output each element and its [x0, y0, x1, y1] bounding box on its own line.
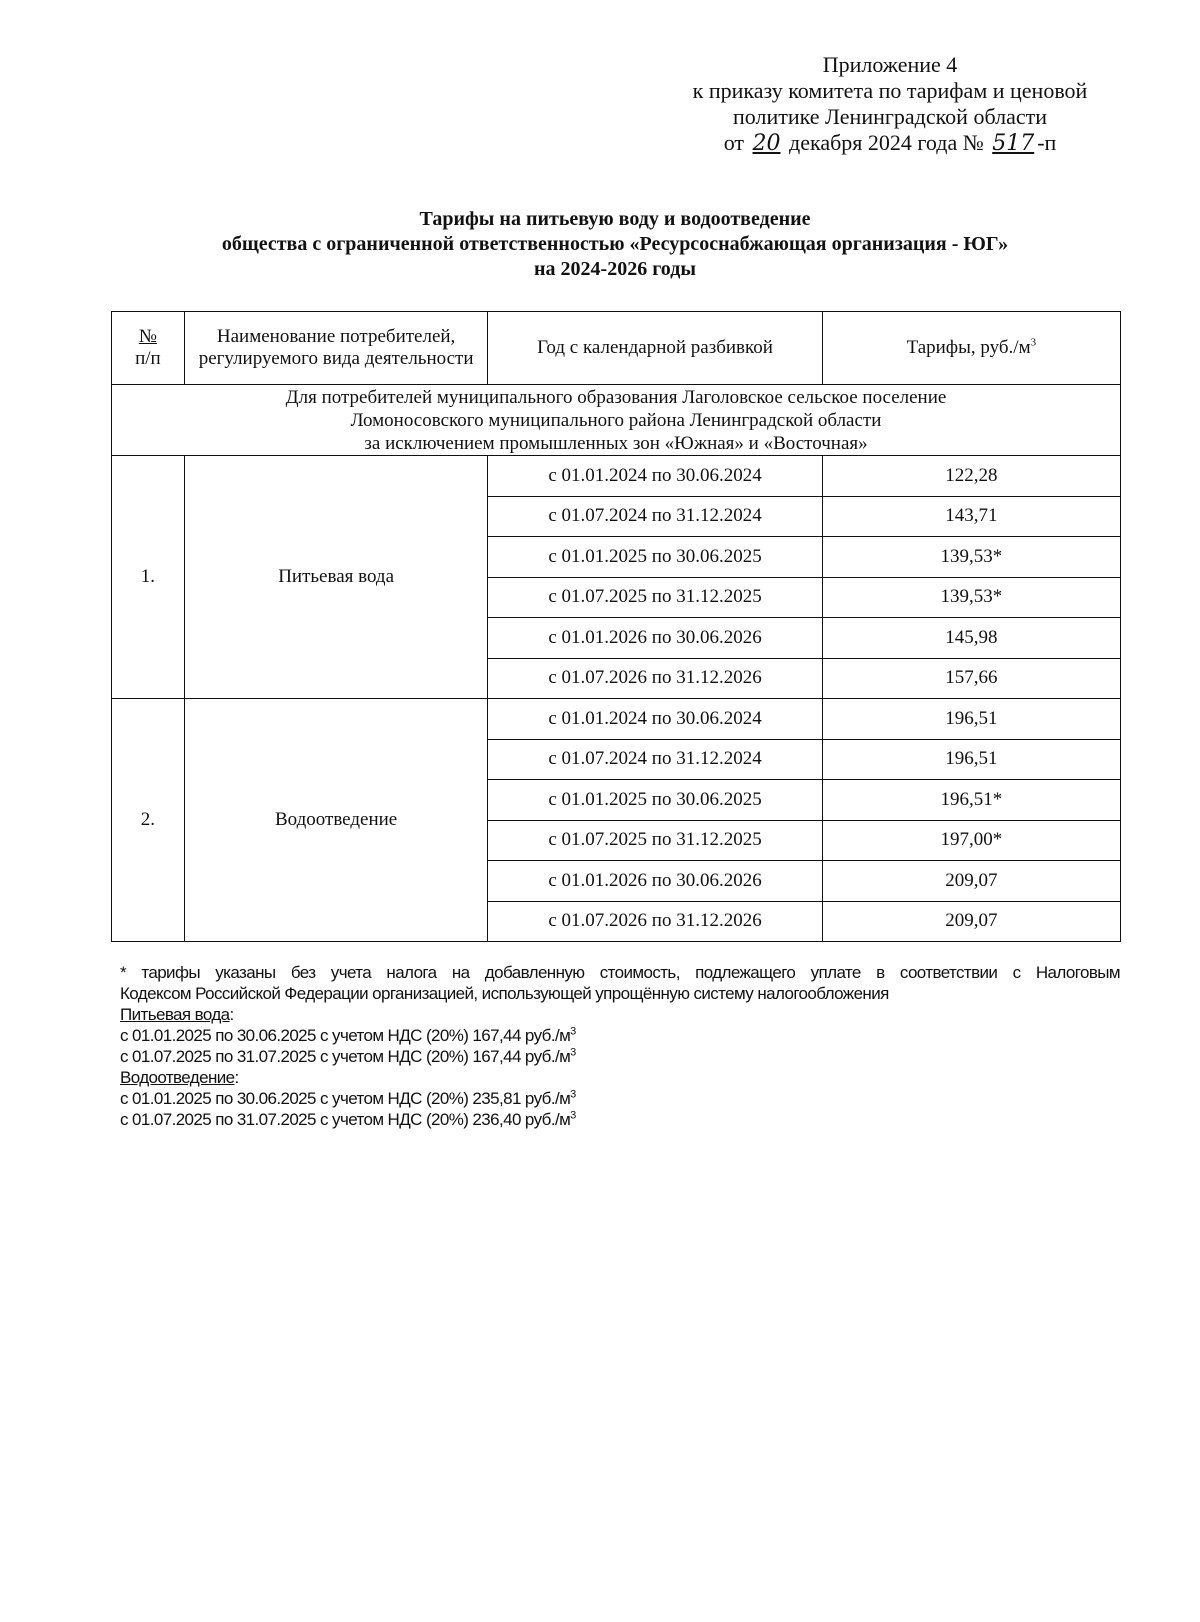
header-tariff-label: Тарифы, руб./м [906, 337, 1031, 358]
period-cell: с 01.07.2026 по 31.12.2026 [488, 901, 822, 942]
row-number: 1. [112, 456, 185, 699]
order-suffix: -п [1037, 130, 1057, 155]
header-period: Год с календарной разбивкой [488, 312, 822, 385]
tariff-cell: 197,00* [822, 820, 1120, 861]
tariff-cell: 196,51* [822, 780, 1120, 821]
colon: : [229, 1005, 234, 1024]
header-no-abbr: п/п [135, 348, 161, 369]
section-caption [112, 385, 1121, 456]
water-vat-line-2 [120, 1046, 1120, 1067]
water-vat-line-1 [120, 1025, 1120, 1046]
document-title [110, 207, 1120, 282]
sewer-vat-line-1 [120, 1088, 1120, 1109]
period-cell: с 01.07.2024 по 31.12.2024 [488, 739, 822, 780]
tariff-cell: 196,51 [822, 739, 1120, 780]
row-number: 2. [112, 699, 185, 942]
section-line-1: Для потребителей муниципального образования Лаголовское сельское поселение [285, 386, 947, 408]
month-year: декабря 2024 года № [789, 130, 984, 155]
sewer-heading-line [120, 1067, 1120, 1088]
tariff-cell: 209,07 [822, 901, 1120, 942]
water-vat-text: с 01.01.2025 по 30.06.2025 с учетом НДС (20%) 167,44 руб./м [120, 1026, 571, 1045]
footnote-line-2: Кодексом Российской Федерации организацией, использующей упрощённую систему налогообложения [120, 984, 889, 1003]
title-line-3: на 2024-2026 годы [534, 258, 696, 280]
period-cell: с 01.07.2026 по 31.12.2026 [488, 658, 822, 699]
tariff-cell: 139,53* [822, 537, 1120, 578]
sewer-vat-text: с 01.01.2025 по 30.06.2025 с учетом НДС (20%) 235,81 руб./м [120, 1089, 571, 1108]
sewer-vat-line-2 [120, 1109, 1120, 1130]
title-line-2: общества с ограниченной ответственностью «Ресурсоснабжающая организация - ЮГ» [221, 233, 1009, 255]
period-cell: с 01.07.2024 по 31.12.2024 [488, 496, 822, 537]
colon: : [234, 1068, 239, 1087]
section-line-3: за исключением промышленных зон «Южная» и «Восточная» [364, 432, 868, 454]
tariff-cell: 145,98 [822, 618, 1120, 659]
superscript: 3 [570, 1088, 576, 1101]
section-line-2: Ломоносовского муниципального района Ленинградской области [350, 409, 882, 431]
handwritten-order-number: 517 [992, 131, 1035, 156]
table-row [112, 699, 1121, 740]
period-cell: с 01.07.2025 по 31.12.2025 [488, 820, 822, 861]
water-heading-line [120, 1004, 1120, 1025]
appendix-line-2: к приказу комитета по тарифам и ценовой [692, 78, 1088, 103]
sewer-heading: Водоотведение [120, 1068, 235, 1087]
tariffs-table [111, 311, 1121, 942]
table-header-row [112, 312, 1121, 385]
tariff-cell: 139,53* [822, 577, 1120, 618]
period-cell: с 01.01.2024 по 30.06.2024 [488, 456, 822, 497]
period-cell: с 01.01.2025 по 30.06.2025 [488, 537, 822, 578]
water-heading: Питьевая вода [120, 1005, 230, 1024]
period-cell: с 01.01.2026 по 30.06.2026 [488, 861, 822, 902]
superscript: 3 [570, 1109, 576, 1122]
tariff-cell: 122,28 [822, 456, 1120, 497]
header-no-symbol: № [138, 326, 157, 347]
period-cell: с 01.01.2024 по 30.06.2024 [488, 699, 822, 740]
period-cell: с 01.07.2025 по 31.12.2025 [488, 577, 822, 618]
period-cell: с 01.01.2026 по 30.06.2026 [488, 618, 822, 659]
period-cell: с 01.01.2025 по 30.06.2025 [488, 780, 822, 821]
superscript: 3 [570, 1025, 576, 1038]
header-no [112, 312, 185, 385]
appendix-line-3: политике Ленинградской области [732, 104, 1047, 129]
service-name: Питьевая вода [184, 456, 488, 699]
header-tariff [822, 312, 1120, 385]
tariff-cell: 196,51 [822, 699, 1120, 740]
superscript: 3 [570, 1046, 576, 1059]
sewer-vat-text: с 01.07.2025 по 31.07.2025 с учетом НДС (20%) 236,40 руб./м [120, 1110, 571, 1129]
appendix-label: Приложение 4 [822, 52, 958, 77]
handwritten-day: 20 [752, 131, 781, 156]
superscript: 3 [1030, 336, 1037, 349]
footnote-line-1: * тарифы указаны без учета налога на добавленную стоимость, подлежащего уплате в соответствии с Налоговым [120, 963, 1120, 982]
footnotes [120, 962, 1120, 1130]
tariff-cell: 143,71 [822, 496, 1120, 537]
service-name: Водоотведение [184, 699, 488, 942]
title-line-1: Тарифы на питьевую воду и водоотведение [419, 208, 811, 230]
table-row [112, 456, 1121, 497]
water-vat-text: с 01.07.2025 по 31.07.2025 с учетом НДС (20%) 167,44 руб./м [120, 1047, 571, 1066]
section-row [112, 385, 1121, 456]
date-prefix: от [723, 130, 745, 155]
appendix-header [640, 52, 1140, 157]
tariff-cell: 209,07 [822, 861, 1120, 902]
appendix-date-line [640, 130, 1140, 157]
tariff-cell: 157,66 [822, 658, 1120, 699]
header-name: Наименование потребителей, регулируемого вида деятельности [184, 312, 488, 385]
